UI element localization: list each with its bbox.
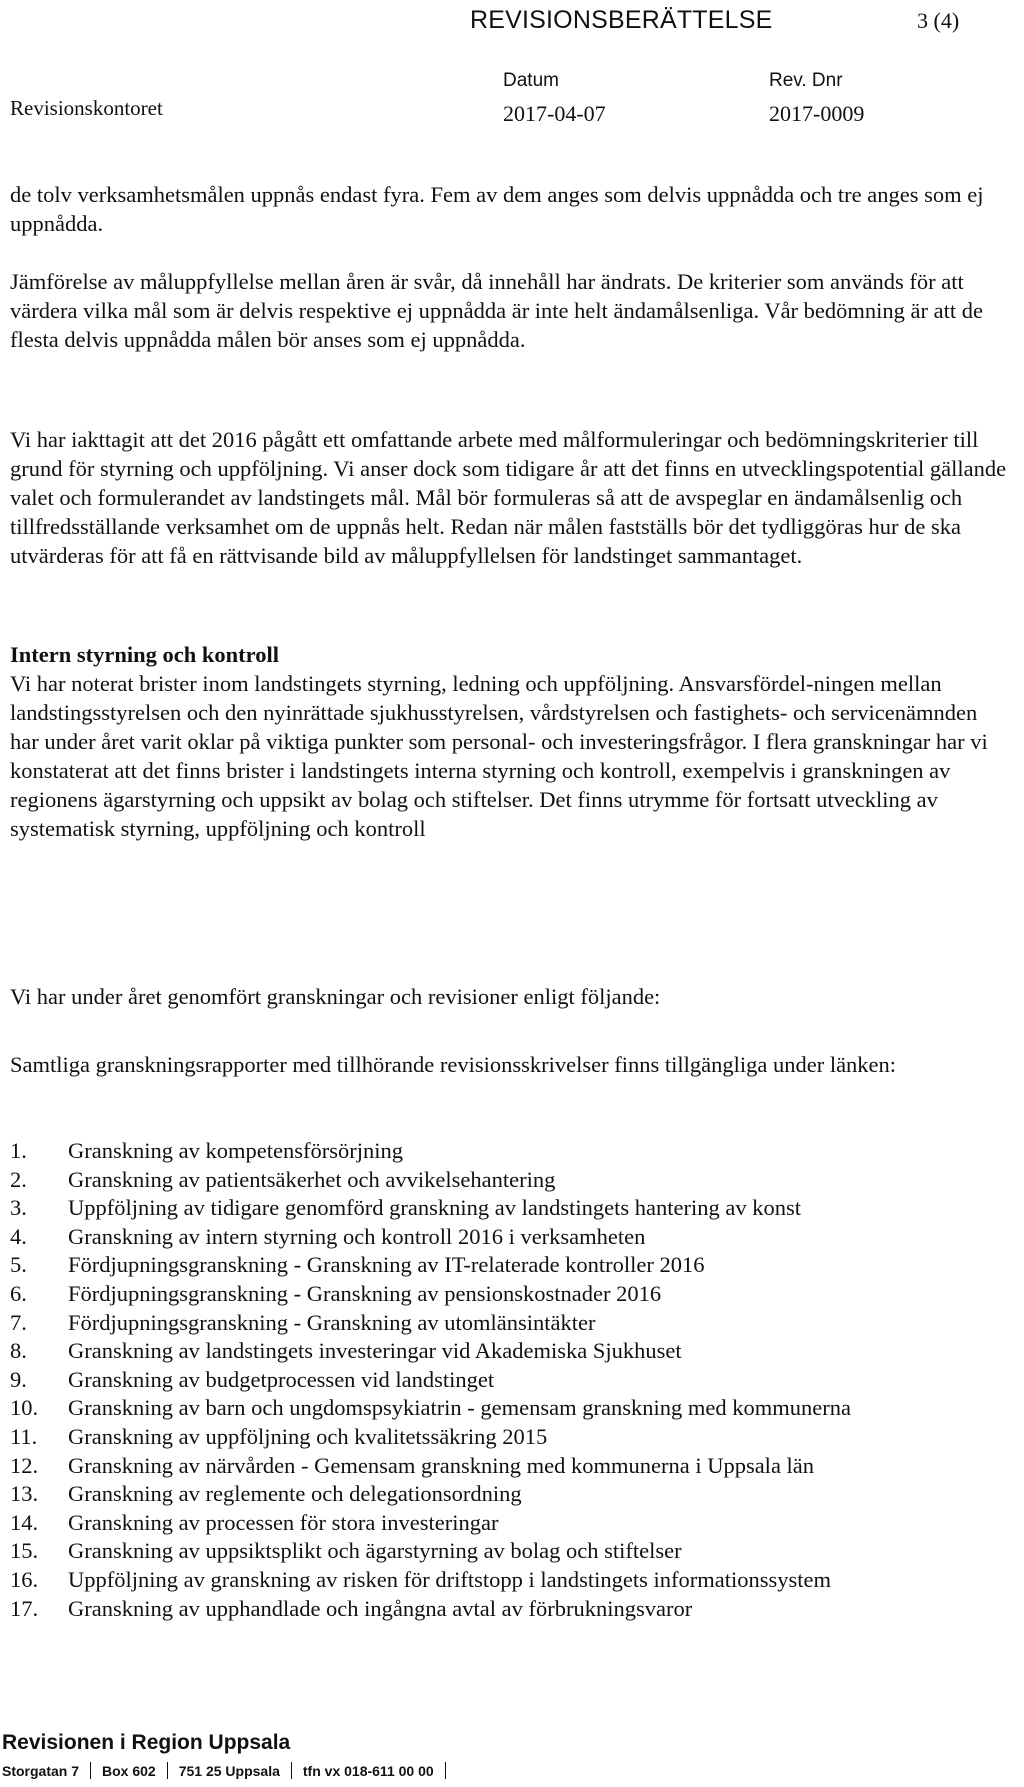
date-value: 2017-04-07 bbox=[503, 101, 606, 126]
list-number: 17. bbox=[10, 1595, 39, 1621]
paragraph-goal-formulation bbox=[10, 425, 1010, 570]
list-item-title: Granskning av patientsäkerhet och avvikelsehantering bbox=[68, 1166, 556, 1192]
paragraph-goal-comparison bbox=[10, 267, 1010, 354]
list-number: 14. bbox=[10, 1509, 39, 1535]
list-item bbox=[10, 1566, 851, 1595]
list-item-title: Granskning av processen för stora investeringar bbox=[68, 1509, 499, 1535]
paragraph-reports-link bbox=[10, 1050, 1010, 1079]
list-number: 15. bbox=[10, 1538, 39, 1564]
list-item-title: Fördjupningsgranskning - Granskning av pensionskostnader 2016 bbox=[68, 1280, 662, 1306]
date-label: Datum bbox=[503, 70, 559, 91]
list-number: 10. bbox=[10, 1395, 39, 1421]
footer-organization: Revisionen i Region Uppsala bbox=[2, 1731, 291, 1754]
list-item bbox=[10, 1366, 851, 1395]
list-number: 5. bbox=[10, 1252, 27, 1278]
paragraph-text: de tolv verksamhetsmålen uppnås endast fyra. Fem av dem anges som delvis uppnådda och tre anges som ej uppnådda. bbox=[10, 182, 984, 236]
paragraph-text: Vi har iakttagit att det 2016 pågått ett omfattande arbete med målformuleringar och bedömningskriterier till grund för styrning och uppföljning. Vi anser dock som tidigare år att det finns en utvecklingspotential gällande valet och formulerandet av landstingets mål. Mål bör formuleras så att de avspeglar en ändamålsenlig och tillfredsställande verksamhet om de uppnås helt. Redan när målen fastställs bör det tydliggöras hur de ska utvärderas för att få en rättvisande bild av måluppfyllelsen för landstinget sammantaget. bbox=[10, 427, 1007, 568]
list-item bbox=[10, 1223, 851, 1252]
page-number: 3 (4) bbox=[917, 8, 960, 33]
list-number: 9. bbox=[10, 1366, 27, 1392]
list-item-title: Uppföljning av tidigare genomförd granskning av landstingets hantering av konst bbox=[68, 1195, 801, 1221]
paragraph-goals-summary bbox=[10, 180, 1010, 238]
paragraph-text: Jämförelse av måluppfyllelse mellan åren är svår, då innehåll har ändrats. De kriterier som används för att värdera vilka mål som är delvis respektive ej uppnådda är inte helt ändamålsenliga. Vår bedömning är att de flesta delvis uppnådda målen bör anses som ej uppnådda. bbox=[10, 269, 983, 352]
list-number: 16. bbox=[10, 1566, 39, 1592]
list-item-title: Granskning av intern styrning och kontroll 2016 i verksamheten bbox=[68, 1223, 646, 1249]
list-number: 7. bbox=[10, 1309, 27, 1335]
document-type: REVISIONSBERÄTTELSE bbox=[470, 6, 773, 34]
footer-street: Storgatan 7 bbox=[2, 1762, 80, 1779]
list-number: 6. bbox=[10, 1280, 27, 1306]
paragraph-reviews-intro bbox=[10, 982, 1010, 1011]
list-item bbox=[10, 1194, 851, 1223]
list-number: 13. bbox=[10, 1481, 39, 1507]
list-item bbox=[10, 1251, 851, 1280]
footer-box: Box 602 bbox=[102, 1762, 156, 1779]
footer-postal: 751 25 Uppsala bbox=[178, 1762, 280, 1779]
list-item bbox=[10, 1137, 851, 1166]
footer-divider bbox=[291, 1762, 292, 1779]
list-item bbox=[10, 1423, 851, 1452]
footer-divider bbox=[167, 1762, 168, 1779]
list-number: 3. bbox=[10, 1195, 27, 1221]
section-heading: Intern styrning och kontroll bbox=[10, 642, 279, 667]
footer-phone: tfn vx 018-611 00 00 bbox=[302, 1762, 434, 1779]
list-number: 2. bbox=[10, 1166, 27, 1192]
list-item-title: Uppföljning av granskning av risken för driftstopp i landstingets informationssystem bbox=[68, 1566, 832, 1592]
list-number: 11. bbox=[10, 1423, 38, 1449]
list-item bbox=[10, 1280, 851, 1309]
footer-address bbox=[2, 1762, 457, 1779]
department-name: Revisionskontoret bbox=[10, 96, 163, 120]
list-item-title: Granskning av barn och ungdomspsykiatrin - gemensam granskning med kommunerna bbox=[68, 1395, 851, 1421]
paragraph-text: Samtliga granskningsrapporter med tillhörande revisionsskrivelser finns tillgängliga under länken: bbox=[10, 1052, 897, 1077]
section-intern-styrning bbox=[10, 640, 1010, 843]
list-item-title: Granskning av budgetprocessen vid landstinget bbox=[68, 1366, 495, 1392]
list-item-title: Granskning av upphandlade och ingångna avtal av förbrukningsvaror bbox=[68, 1595, 693, 1621]
list-number: 12. bbox=[10, 1452, 39, 1478]
list-item-title: Granskning av reglemente och delegationsordning bbox=[68, 1481, 522, 1507]
footer-divider bbox=[90, 1762, 91, 1779]
list-item-title: Granskning av uppsiktsplikt och ägarstyrning av bolag och stiftelser bbox=[68, 1538, 682, 1564]
list-item bbox=[10, 1309, 851, 1338]
list-item-title: Fördjupningsgranskning - Granskning av IT-relaterade kontroller 2016 bbox=[68, 1252, 705, 1278]
list-item bbox=[10, 1452, 851, 1481]
list-item bbox=[10, 1480, 851, 1509]
list-item-title: Fördjupningsgranskning - Granskning av utomlänsintäkter bbox=[68, 1309, 596, 1335]
paragraph-text: Vi har noterat brister inom landstingets styrning, ledning och uppföljning. Ansvarsfördel-ningen mellan landstingsstyrelsen och den nyinrättade sjukhusstyrelsen, vårdstyrelsen och fastighets- och servicenämnden har under året varit oklar på viktiga punkter som personal- och investeringsfrågor. I flera granskningar har vi konstaterat att det finns brister i landstingets interna styrning och kontroll, exempelvis i granskningen av regionens ägarstyrning och uppsikt av bolag och stiftelser. Det finns utrymme för fortsatt utveckling av systematisk styrning, uppföljning och kontroll bbox=[10, 671, 988, 841]
list-item bbox=[10, 1509, 851, 1538]
list-item bbox=[10, 1337, 851, 1366]
list-item-title: Granskning av närvården - Gemensam granskning med kommunerna i Uppsala län bbox=[68, 1452, 815, 1478]
list-item-title: Granskning av uppföljning och kvalitetssäkring 2015 bbox=[68, 1423, 548, 1449]
paragraph-text: Vi har under året genomfört granskningar och revisioner enligt följande: bbox=[10, 984, 661, 1009]
dnr-label: Rev. Dnr bbox=[769, 70, 843, 91]
report-list bbox=[10, 1137, 851, 1623]
list-item-title: Granskning av landstingets investeringar vid Akademiska Sjukhuset bbox=[68, 1338, 682, 1364]
dnr-value: 2017-0009 bbox=[769, 101, 865, 126]
list-item bbox=[10, 1595, 851, 1624]
footer-divider bbox=[445, 1762, 446, 1779]
list-number: 4. bbox=[10, 1223, 27, 1249]
list-item bbox=[10, 1537, 851, 1566]
list-item bbox=[10, 1394, 851, 1423]
list-number: 1. bbox=[10, 1138, 27, 1163]
list-number: 8. bbox=[10, 1338, 27, 1364]
list-item-title: Granskning av kompetensförsörjning bbox=[68, 1138, 403, 1163]
list-item bbox=[10, 1166, 851, 1195]
